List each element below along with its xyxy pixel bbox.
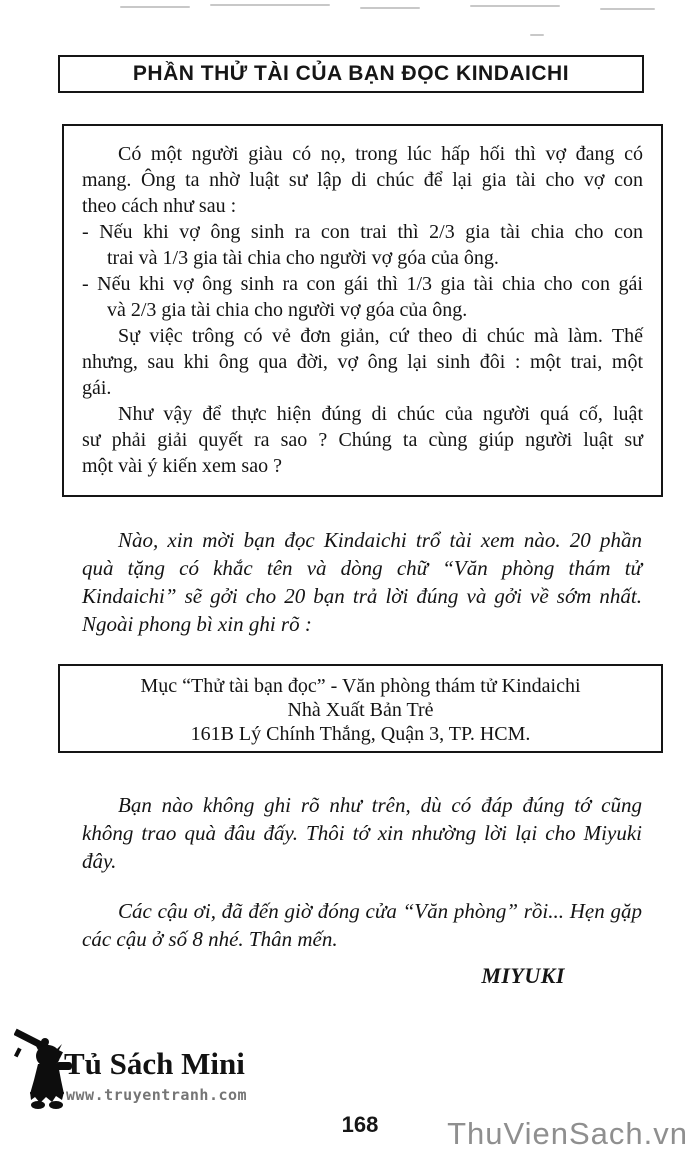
puzzle-line: Sự việc trông có vẻ đơn giản, cứ theo di chúc mà làm. Thế [118, 325, 643, 347]
puzzle-line: Như vậy để thực hiện đúng di chúc của người quá cố, luật [118, 403, 643, 425]
scan-noise-mark [600, 8, 655, 10]
scan-noise-mark [210, 4, 330, 6]
puzzle-line: nhưng, sau khi ông qua đời, vợ ông lại sinh đôi : một trai, một [82, 351, 643, 373]
puzzle-line: và 2/3 gia tài chia cho người vợ góa của ông. [107, 299, 468, 321]
puzzle-line: trai và 1/3 gia tài chia cho người vợ góa của ông. [107, 247, 499, 269]
invite-line: Ngoài phong bì xin ghi rõ : [82, 612, 312, 636]
publisher-website: www.truyentranh.com [66, 1086, 248, 1104]
section-title-box [58, 55, 644, 93]
puzzle-line: - Nếu khi vợ ông sinh ra con trai thì 2/3 gia tài chia cho con [82, 221, 643, 243]
note-line: đây. [82, 849, 117, 873]
invite-line: quà tặng có khắc tên và dòng chữ “Văn phòng thám tử [82, 556, 642, 580]
address-line: 161B Lý Chính Thắng, Quận 3, TP. HCM. [190, 722, 531, 745]
page-number: 168 [341, 1112, 379, 1137]
puzzle-line: - Nếu khi vợ ông sinh ra con gái thì 1/3 gia tài chia cho con gái [82, 273, 643, 295]
invite-line: Nào, xin mời bạn đọc Kindaichi trổ tài xem nào. 20 phần [118, 528, 642, 552]
puzzle-line: một vài ý kiến xem sao ? [82, 455, 282, 477]
scan-noise-mark [360, 7, 420, 9]
signature: MIYUKI [481, 963, 565, 988]
puzzle-line: sư phải giải quyết ra sao ? Chúng ta cùng giúp người luật sư [82, 429, 643, 451]
puzzle-line: mang. Ông ta nhờ luật sư lập di chúc để lại gia tài cho vợ con [82, 169, 643, 191]
scan-noise-mark [120, 6, 190, 8]
puzzle-line: Có một người giàu có nọ, trong lúc hấp hối thì vợ đang có [118, 143, 643, 165]
note-line: Bạn nào không ghi rõ như trên, dù có đáp đúng tớ cũng [118, 793, 642, 817]
note-line: không trao quà đâu đấy. Thôi tớ xin nhường lời lại cho Miyuki [82, 821, 642, 845]
invite-paragraph [82, 526, 642, 638]
closing-paragraph [82, 897, 642, 953]
site-watermark: ThuVienSach.vn [447, 1116, 688, 1151]
scan-noise-mark [470, 5, 560, 7]
section-title: PHẦN THỬ TÀI CỦA BẠN ĐỌC KINDAICHI [132, 62, 570, 85]
puzzle-text-box [62, 124, 663, 497]
puzzle-line: gái. [82, 377, 112, 399]
closing-line: các cậu ở số 8 nhé. Thân mến. [82, 927, 338, 951]
address-line: Mục “Thử tài bạn đọc” - Văn phòng thám tử Kindaichi [140, 674, 581, 697]
closing-line: Các cậu ơi, đã đến giờ đóng cửa “Văn phòng” rồi... Hẹn gặp [118, 899, 642, 923]
publisher-name: Tủ Sách Mini [64, 1046, 245, 1081]
invite-line: Kindaichi” sẽ gởi cho 20 bạn trả lời đúng và gởi về sớm nhất. [82, 584, 642, 608]
note-paragraph [82, 791, 642, 875]
scan-noise-mark [530, 34, 544, 36]
address-box [58, 664, 663, 753]
puzzle-line: theo cách như sau : [82, 195, 237, 217]
address-line: Nhà Xuất Bản Trẻ [287, 698, 434, 721]
